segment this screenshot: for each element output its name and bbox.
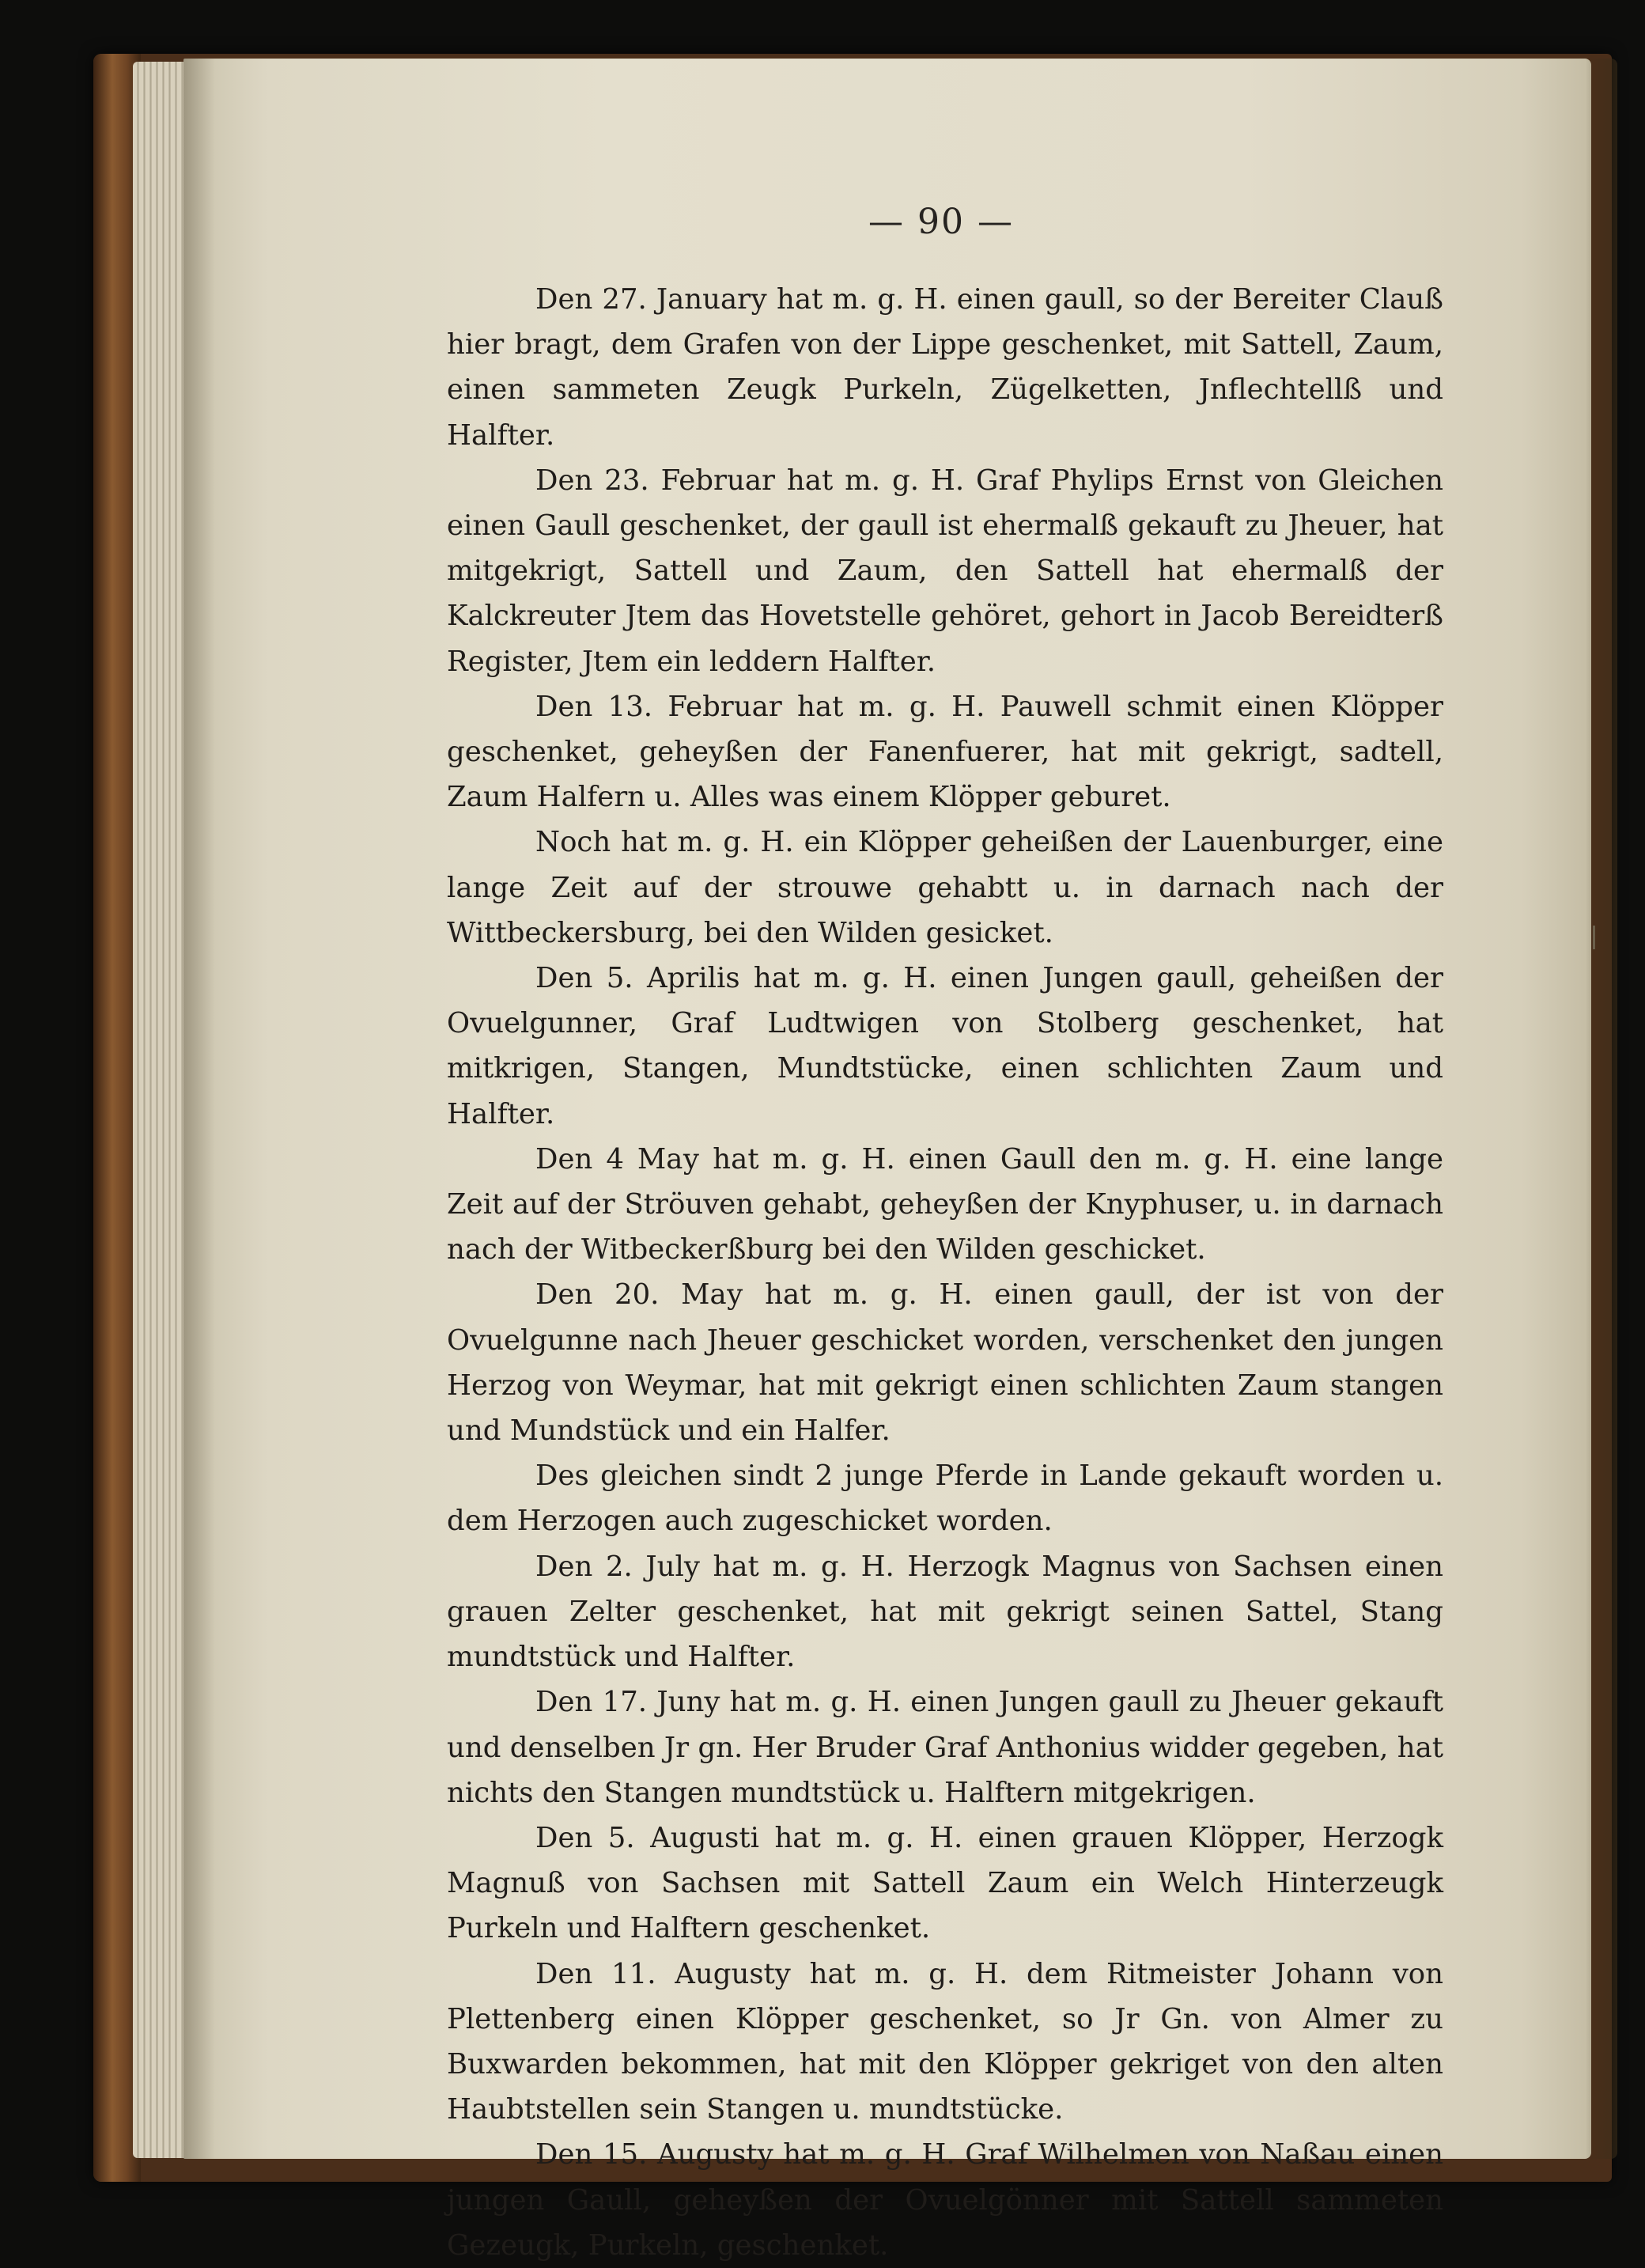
paragraph: Des gleichen sindt 2 junge Pferde in Lande gekauft worden u. dem Herzogen auch zugeschicket worden. xyxy=(447,1460,1443,1538)
paragraph: Den 4 Maу hat m. g. H. einen Gaull den m. g. H. eine lange Zeit auf der Ströuven gehabt, geheyßen der Knyphuser, u. in darnach nach der Witbeckerßburg bei den Wilden geschicket. xyxy=(447,1142,1443,1267)
paragraph: Den 27. Januarу hat m. g. H. einen gaull, so der Bereiter Clauß hier bragt, dem Grafen von der Lippe geschenket, mit Sattell, Zaum, einen sammeten Zeugk Purkeln, Zügelketten, Jnflechtellß und Halfter. xyxy=(447,283,1443,452)
page-number: — 90 — xyxy=(868,202,1014,242)
paragraph: Den 17. Juny hat m. g. H. einen Jungen gaull zu Jheuer gekauft und denselben Jr gn. Her Bruder Graf Anthonius widder gegeben, hat nichts den Stangen mundtstück u. Halftern mitgekrigen. xyxy=(447,1686,1443,1809)
page-edges xyxy=(133,62,188,2158)
paragraph: Noch hat m. g. H. ein Klöpper geheißen der Lauenburger, eine lange Zeit auf der strouwe gehabtt u. in darnach nach der Wittbeckersburg, bei den Wilden gesicket. xyxy=(447,826,1443,949)
paragraph: Den 13. Februar hat m. g. H. Pauwell schmit einen Klöpper geschenket, geheyßen der Fanenfuerer, hat mit gekrigt, sadtell, Zaum Halfern u. Alles was einem Klöpper geburet. xyxy=(447,690,1443,814)
paragraph: Den 5. Aprilis hat m. g. H. einen Jungen gaull, geheißen der Ovuelgunner, Graf Ludtwigen von Stolberg geschenket, hat mitkrigen, Stangen, Mundtstücke, einen schlichten Zaum und Halfter. xyxy=(447,962,1443,1130)
margin-mark xyxy=(1593,926,1595,949)
page-right-edge xyxy=(1586,59,1617,2159)
paragraph: Den 2. July hat m. g. H. Herzogk Magnus von Sachsen einen grauen Zelter geschenket, hat mit gekrigt seinen Sattel, Stang mundtstück und Halfter. xyxy=(447,1550,1443,1674)
body-text xyxy=(447,277,1443,2268)
paragraph: Den 15. Augusty hat m. g. H. Graf Wilhelmen von Naßau einen jungen Gaull, geheyßen der Ovuelgönner mit Sattell sammeten Gezeugk, Purkeln, geschenket. xyxy=(447,2138,1443,2262)
paragraph: Den 20. Maу hat m. g. H. einen gaull, der ist von der Ovuelgunne nach Jheuer geschicket worden, verschenket den jungen Herzog von Weymar, hat mit gekrigt einen schlichten Zaum stangen und Mundstück und ein Halfer. xyxy=(447,1278,1443,1448)
paragraph: Den 11. Augusty hat m. g. H. dem Ritmeister Johann von Plettenberg einen Klöpper geschenket, so Jr Gn. von Almer zu Buxwarden bekommen, hat mit den Klöpper gekriget von den alten Haubtstellen sein Stangen u. mundtstücke. xyxy=(447,1957,1443,2126)
paragraph: Den 23. Februar hat m. g. H. Graf Phylips Ernst von Gleichen einen Gaull geschenket, der gaull ist ehermalß gekauft zu Jheuer, hat mitgekrigt, Sattell und Zaum, den Sattell hat ehermalß der Kalckreuter Jtem das Hovetstelle gehöret, gehort in Jacob Bereidterß Register, Jtem ein leddern Halfter. xyxy=(447,464,1443,678)
paragraph: Den 5. Augusti hat m. g. H. einen grauen Klöpper, Herzogk Magnuß von Sachsen mit Sattell Zaum ein Welch Hinterzeugk Purkeln und Halftern geschenket. xyxy=(447,1821,1443,1945)
gutter-shadow xyxy=(183,59,215,2159)
